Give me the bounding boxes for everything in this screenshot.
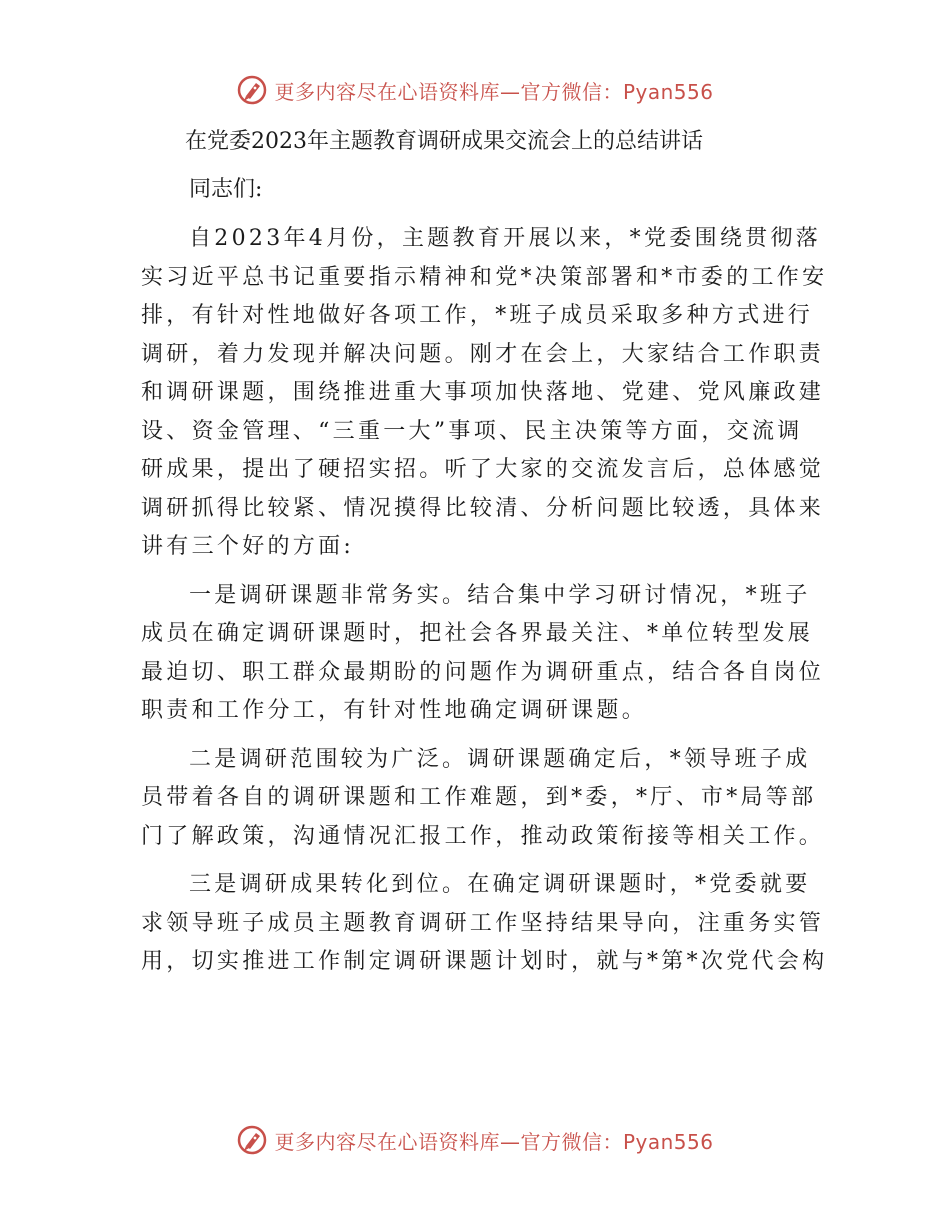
text-line: 调研抓得比较紧、情况摸得比较清、分析问题比较透，具体来 [141, 495, 825, 521]
header-banner [0, 70, 950, 110]
text-line: 和调研课题，围绕推进重大事项加快落地、党建、党风廉政建 [141, 380, 825, 405]
banner-text: 更多内容尽在心语资料库—官方微信：Pyan556 [274, 1129, 714, 1154]
pen-nib-logo-icon [236, 74, 268, 106]
text-line: 实习近平总书记重要指示精神和党*决策部署和*市委的工作安 [141, 264, 828, 290]
text-line: 用，切实推进工作制定调研课题计划时，就与*第*次党代会构 [141, 949, 828, 974]
text-line: 自2023年4月份，主题教育开展以来，*党委围绕贯彻落 [189, 226, 822, 251]
text-line: 调研，着力发现并解决问题。刚才在会上，大家结合工作职责 [141, 341, 825, 367]
paragraph-intro [141, 220, 828, 567]
page-title: 在党委2023年主题教育调研成果交流会上的总结讲话 [185, 129, 703, 154]
paragraph-point-three [141, 866, 828, 982]
text-line: 三是调研成果转化到位。在确定调研课题时，*党委就要 [189, 872, 811, 897]
document-body [141, 118, 828, 992]
pen-nib-logo-icon [236, 1124, 268, 1156]
paragraph-point-one [141, 577, 825, 731]
text-line: 门了解政策，沟通情况汇报工作，推动政策衔接等相关工作。 [141, 823, 825, 849]
paragraph-point-two [141, 741, 825, 857]
text-line: 求领导班子成员主题教育调研工作坚持结果导向，注重务实管 [141, 910, 825, 936]
text-line: 成员在确定调研课题时，把社会各界最关注、*单位转型发展 [141, 621, 814, 646]
text-line: 最迫切、职工群众最期盼的问题作为调研重点，结合各自岗位 [141, 659, 825, 685]
text-line: 研成果，提出了硬招实招。听了大家的交流发言后，总体感觉 [141, 457, 825, 482]
text-line: 一是调研课题非常务实。结合集中学习研讨情况，*班子 [189, 582, 811, 608]
salutation: 同志们: [189, 177, 263, 202]
banner-text: 更多内容尽在心语资料库—官方微信：Pyan556 [274, 79, 714, 104]
text-line: 设、资金管理、“三重一大”事项、民主决策等方面，交流调 [141, 418, 803, 444]
text-line: 二是调研范围较为广泛。调研课题确定后，*领导班子成 [189, 746, 811, 772]
text-line: 排，有针对性地做好各项工作，*班子成员采取多种方式进行 [141, 303, 814, 328]
footer-banner [0, 1120, 950, 1160]
text-line: 员带着各自的调研课题和工作难题，到*委，*厅、市*局等部 [141, 785, 817, 810]
text-line: 职责和工作分工，有针对性地确定调研课题。 [141, 698, 648, 723]
text-line: 讲有三个好的方面: [141, 534, 355, 559]
